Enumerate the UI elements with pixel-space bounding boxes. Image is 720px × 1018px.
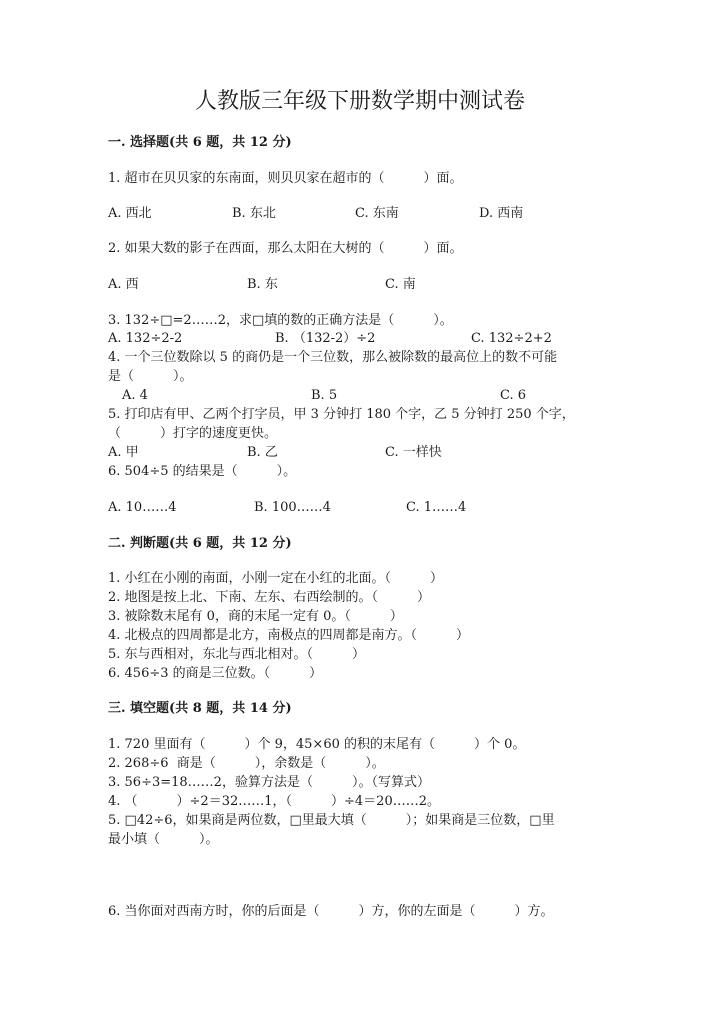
question-2-1: 1. 小红在小刚的南面，小刚一定在小红的北面。（ ） xyxy=(108,571,444,586)
option-1-1-d: D. 西南 xyxy=(479,206,524,221)
question-3-1: 1. 720 里面有（ ）个 9，45×60 的积的末尾有（ ）个 0。 xyxy=(108,737,526,752)
question-1-4: 4. 一个三位数除以 5 的商仍是一个三位数，那么被除数的最高位上的数不可能 xyxy=(108,350,558,365)
question-2-5: 5. 东与西相对，东北与西北相对。（ ） xyxy=(108,647,366,662)
option-1-6-c: C. 1……4 xyxy=(406,500,467,515)
question-2-6: 6. 456÷3 的商是三位数。（ ） xyxy=(108,666,323,681)
option-1-5-a: A. 甲 xyxy=(108,445,139,460)
option-1-1-b: B. 东北 xyxy=(232,206,276,221)
question-2-2: 2. 地图是按上北、下南、左东、右西绘制的。（ ） xyxy=(108,590,431,605)
section-heading-fill-blank: 三. 填空题(共 8 题，共 14 分) xyxy=(108,701,292,716)
question-1-5-cont: （ ）打字的速度更快。 xyxy=(108,426,278,441)
page-title: 人教版三年级下册数学期中测试卷 xyxy=(194,89,525,114)
question-1-6: 6. 504÷5 的结果是（ ）。 xyxy=(108,464,297,479)
option-1-4-c: C. 6 xyxy=(500,388,527,403)
option-1-4-b: B. 5 xyxy=(311,388,338,403)
option-1-1-a: A. 西北 xyxy=(108,206,152,221)
section-heading-choice: 一. 选择题(共 6 题，共 12 分) xyxy=(108,135,292,150)
question-3-5: 5. □42÷6，如果商是两位数，□里最大填（ ）；如果商是三位数，□里 xyxy=(108,813,555,828)
question-2-3: 3. 被除数末尾有 0，商的末尾一定有 0。（ ） xyxy=(108,609,403,624)
section-heading-judgment: 二. 判断题(共 6 题，共 12 分) xyxy=(108,536,292,551)
question-1-2: 2. 如果大数的影子在西面，那么太阳在大树的（ ）面。 xyxy=(108,241,463,256)
question-3-6: 6. 当你面对西南方时，你的后面是（ ）方，你的左面是（ ）方。 xyxy=(108,904,554,919)
option-1-4-a: A. 4 xyxy=(122,388,148,403)
option-1-3-a: A. 132÷2-2 xyxy=(108,331,183,346)
option-1-5-b: B. 乙 xyxy=(247,445,278,460)
question-2-4: 4. 北极点的四周都是北方，南极点的四周都是南方。（ ） xyxy=(108,628,470,643)
option-1-5-c: C. 一样快 xyxy=(385,445,442,460)
option-1-2-c: C. 南 xyxy=(385,277,416,292)
question-1-5: 5. 打印店有甲、乙两个打字员，甲 3 分钟打 180 个字，乙 5 分钟打 250 个字， xyxy=(108,407,575,422)
option-1-2-b: B. 东 xyxy=(247,277,278,292)
option-1-1-c: C. 东南 xyxy=(355,206,399,221)
option-1-3-c: C. 132÷2+2 xyxy=(471,331,552,346)
question-1-4-cont: 是（ ）。 xyxy=(108,369,193,384)
question-3-3: 3. 56÷3=18……2，验算方法是（ ）。（写算式） xyxy=(108,775,430,790)
question-3-4: 4. （ ）÷2＝32……1，（ ）÷4＝20……2。 xyxy=(108,794,440,809)
question-3-5-cont: 最小填（ ）。 xyxy=(108,832,219,847)
option-1-3-b: B. （132-2）÷2 xyxy=(275,331,376,346)
option-1-6-b: B. 100……4 xyxy=(254,500,331,515)
question-1-3: 3. 132÷□=2……2，求□填的数的正确方法是（ ）。 xyxy=(108,313,453,328)
question-3-2: 2. 268÷6 商是（ ），余数是（ ）。 xyxy=(108,756,385,771)
option-1-2-a: A. 西 xyxy=(108,277,139,292)
option-1-6-a: A. 10……4 xyxy=(108,500,177,515)
question-1-1: 1. 超市在贝贝家的东南面，则贝贝家在超市的（ ）面。 xyxy=(108,171,463,186)
